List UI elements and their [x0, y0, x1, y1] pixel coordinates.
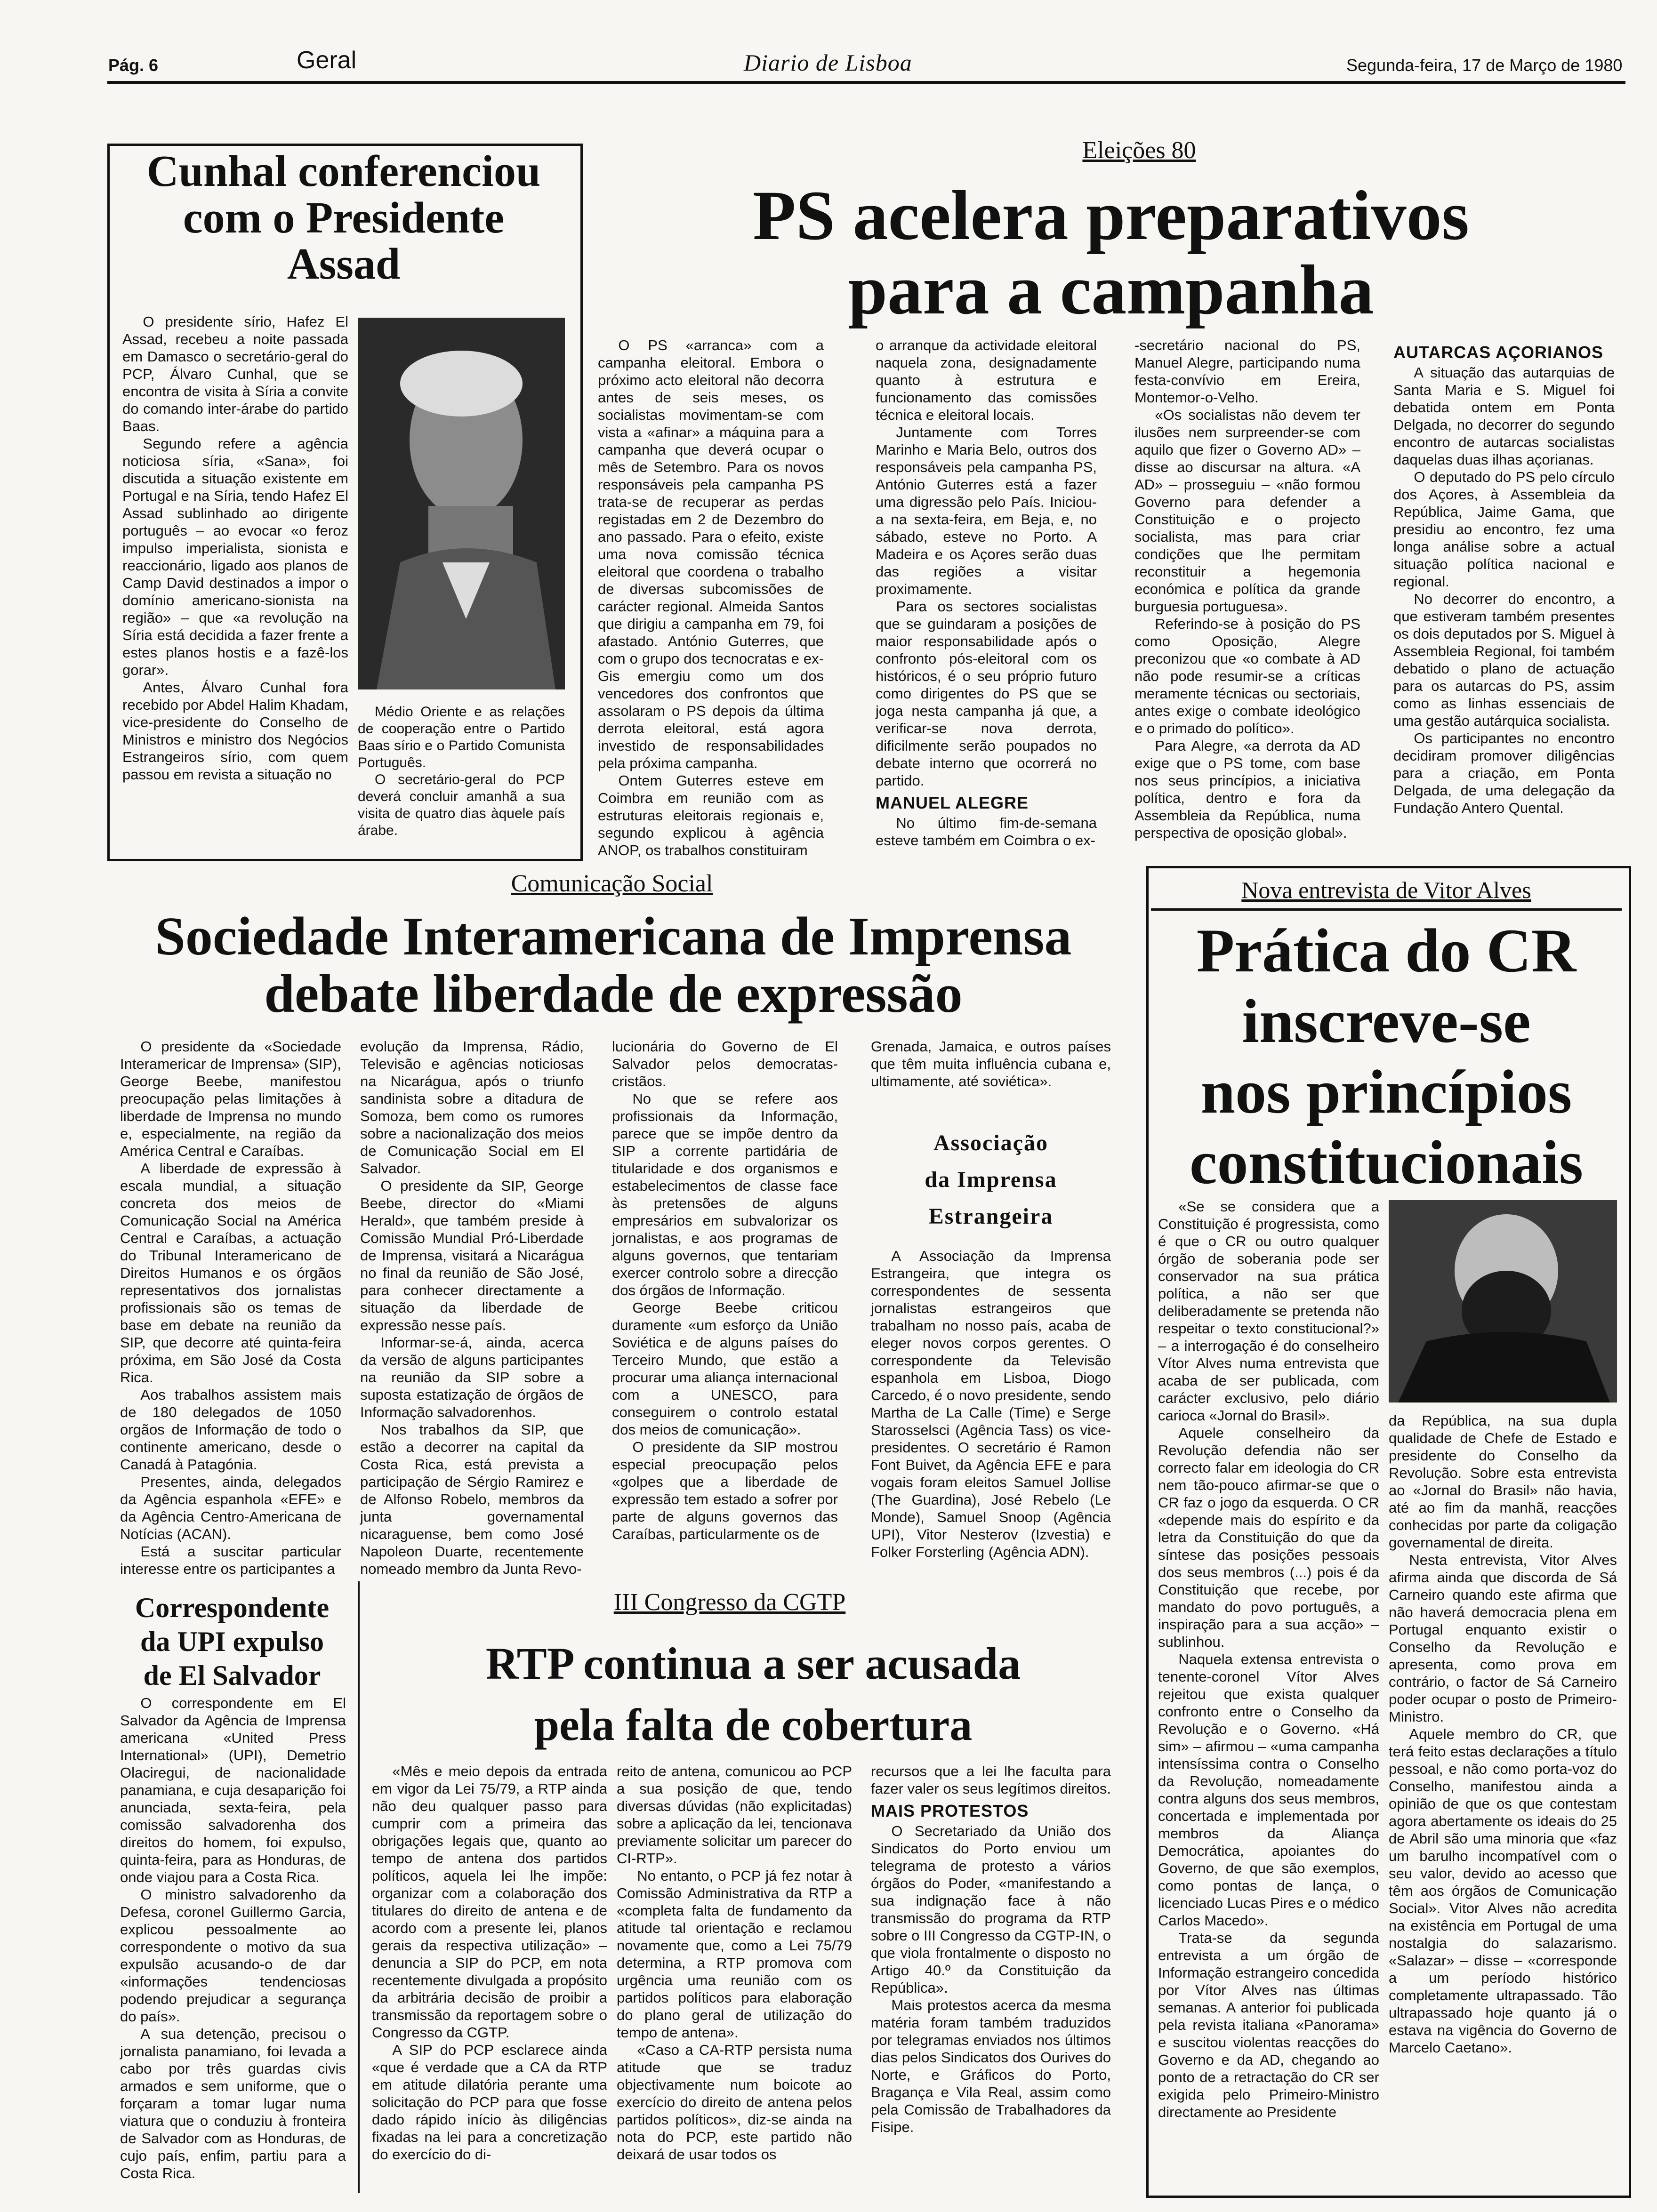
alves-photo: [1389, 1200, 1617, 1403]
alves-kicker: Nova entrevista de Vitor Alves: [1241, 877, 1531, 903]
rtp-subhead-protestos: MAIS PROTESTOS: [871, 1801, 1029, 1820]
alves-kicker-rule: [1151, 908, 1622, 911]
sip-headline: Sociedade Interamericana de Imprensa debate liberdade de expressão: [155, 906, 1072, 1024]
cunhal-headline: Cunhal conferenciou com o Presidente Assad: [146, 147, 541, 289]
ps-subhead-alegre: MANUEL ALEGRE: [876, 793, 1029, 812]
rtp-headline: RTP continua a ser acusada pela falta de cobertura: [485, 1638, 1021, 1750]
ps-kicker: Eleições 80: [1082, 137, 1196, 164]
assoc-body: A Associação da Imprensa Estrangeira, que integra os correspondentes de sessenta jornalistas estrangeiros que trabalham no nosso país, acaba de eleger novos corpos gerentes. O correspondente da Televisão espanhola em Lisboa, Diogo Carcedo, é o novo presidente, sendo Martha de La Calle (Time) e Serge Starosselsci (Agência Tass) os vice-presidentes. O secretário é Ramon Font Buivet, da Agência EFE e para vogais foram eleitos Samuel Jollise (The Guardina), José Rebelo (Le Monde), Samuel Snoop (Agência UPI), Vitor Nesterov (Izvestia) e Folker Forsterling (Agência ADN).: [871, 1248, 1111, 1560]
cunhal-caption: Médio Oriente e as relações de cooperação entre o Partido Baas sírio e o Partido Comunista Português. O secretário-geral do PCP deverá concluir amanhã a sua visita de quatro dias àquele país árabe.: [358, 704, 565, 838]
ps-subhead-acores: AUTARCAS AÇORIANOS: [1393, 343, 1603, 362]
rtp-kicker: III Congresso da CGTP: [613, 1589, 846, 1616]
sip-column-3: lucionária do Governo de El Salvador pelos democratas-cristãos. No que se refere aos profissionais da Informação, parece que se impõe dentro da SIP a corrente partidária de titularidade e dos organismos e estabelecimentos de classe face às pretensões de alguns empresários em subvalorizar os jornalistas, e aos programas de alguns governos, que tentariam exercer controlo sobre a direcção dos órgãos de Informação. George Beebe criticou duramente «um esforço da União Soviética e de alguns países do Terceiro Mundo, que estão a procurar uma aliança internacional com a UNESCO, para conseguirem o controlo estatal dos meios de comunicação». O presidente da SIP mostrou especial preocupação pelos «golpes que a liberdade de expressão tem estado a sofrer por parte de alguns governos das Caraíbas, particularmente os de: [612, 1038, 838, 1542]
upi-right-rule: [358, 1581, 360, 2193]
sip-column-1: O presidente da «Sociedade Interamericar de Imprensa» (SIP), George Beebe, manifestou preocupação pelas limitações à liberdade de Imprensa no mundo e, especialmente, na região da América Central e Caraíbas. A liberdade de expressão à escala mundial, a situação concreta dos meios de Comunicação Social na América Central e Caraíbas, a actuação do Tribunal Interamericano de Direitos Humanos e os órgãos representativos dos jornalistas profissionais são os temas de base em debate na reunião da SIP, que decorre até quinta-feira próxima, em São José da Costa Rica. Aos trabalhos assistem mais de 180 delegados de 1050 orgãos de Informação de todo o continente americano, desde o Canadá à Patagónia. Presentes, ainda, delegados da Agência espanhola «EFE» e da Agência Centro-Americana de Notícias (ACAN). Está a suscitar particular interesse entre os participantes a: [120, 1038, 341, 1577]
alves-column-2: da República, na sua dupla qualidade de Chefe de Estado e presidente do Conselho da Revolução. Sobre esta entrevista ao «Jornal do Brasil» não havia, até ao fim da manhã, reacções conhecidas por parte da coligação governamental de direita. Nesta entrevista, Vitor Alves afirma ainda que discorda de Sá Carneiro quando este afirma que não haverá democracia plena em Portugal enquanto existir o Conselho da Revolução e apresenta, como prova em contrário, o factor de Sá Carneiro poder ocupar o posto de Primeiro-Ministro. Aquele membro do CR, que terá feito estas declarações a título pessoal, e não como porta-voz do Conselho, manifestou ainda a opinião de que os que contestam agora abertamente os ideais do 25 de Abril são uma minoria que «faz um barulho incompatível com o seu valor, devido ao acesso que têm aos órgãos de Comunicação Social». Vitor Alves não acredita na existência em Portugal de uma nostalgia do salazarismo. «Salazar» – disse – «corresponde a um período histórico completamente ultrapassado. Tão ultrapassado hoje quanto já o estava na vigência do Governo de Marcelo Caetano».: [1389, 1412, 1617, 2056]
upi-body: O correspondente em El Salvador da Agência de Imprensa americana «United Press International» (UPI), Demetrio Olaciregui, de nacionalidade panamiana, e cuja desaparição foi anunciada, sexta-feira, pela comissão salvadorenha dos direitos do homem, foi expulso, quinta-feira, para as Honduras, de onde viajou para a Costa Rica. O ministro salvadorenho da Defesa, coronel Guillermo Garcia, explicou pessoalmente ao correspondente o motivo da sua expulsão acusando-o de dar «informações tendenciosas podendo prejudicar a segurança do país». A sua detenção, precisou o jornalista panamiano, foi levada a cabo por três guardas civis armados e sem uniforme, que o forçaram a tomar lugar numa viatura que o conduziu à fronteira de Salvador com as Honduras, de cujo país, enfim, partiu para a Costa Rica.: [120, 1695, 346, 2181]
issue-date: Segunda-feira, 17 de Março de 1980: [1346, 56, 1623, 75]
ps-headline: PS acelera preparativos para a campanha: [753, 176, 1469, 329]
alves-headline: Prática do CR inscreve-se nos princípios constitucionais: [1189, 916, 1584, 1197]
assoc-subheadline: Associação da Imprensa Estrangeira: [925, 1130, 1057, 1229]
cunhal-photo: [358, 318, 565, 689]
ps-column-1: O PS «arranca» com a campanha eleitoral. Embora o próximo acto eleitoral não decorra antes de seis meses, os socialistas movimentam-se com vista a «afinar» a máquina para a campanha que deverá ocupar o mês de Setembro. Para os novos responsáveis pela campanha PS trata-se de recuperar as perdas registadas em 2 de Dezembro do ano passado. Para o efeito, existe uma nova comissão técnica eleitoral que coordena o trabalho de diversas subcomissões de carácter regional. Almeida Santos que dirigiu a campanha em 79, foi afastado. António Guterres, que com o grupo dos tecnocratas e ex-Gis emergiu como um dos vencedores dos confrontos que assolaram o PS depois da última derrota eleitoral, está agora investido de responsabilidades pela próxima campanha. Ontem Guterres esteve em Coimbra em reunião com as estruturas eleitorais regionais e, segundo explicou à agência ANOP, os trabalhos constituiram: [598, 337, 824, 858]
alves-column-1: «Se se considera que a Constituição é progressista, como é que o CR ou outro qualquer órgão de soberania pode ser conservador na sua prática política, a não ser que deliberadamente se pretenda não respeitar o texto constitucional?» – a interrogação é do conselheiro Vítor Alves numa entrevista que acaba de ser publicada, com carácter exclusivo, pelo diário carioca «Jornal do Brasil». Aquele conselheiro da Revolução defendia não ser correcto falar em ideologia do CR nem tão-pouco afirmar-se que o CR faz o jogo da esquerda. O CR «depende mais do espírito e da letra da Constituição do que da síntese das posições pessoais dos seus membros (...) pois é da Constituição que recebe, por mandato do povo português, a inspiração para a sua acção» – sublinhou. Naquela extensa entrevista o tenente-coronel Vítor Alves rejeitou que exista qualquer confronto entre o Conselho da Revolução e o Governo. «Há sim» – afirmou – «uma campanha intensíssima contra o Conselho da Revolução, nomeadamente contra alguns dos seus membros, concertada e implementada por membros da Aliança Democrática, apoiantes do Governo, de que são exemplos, como pontas de lança, o licenciado Lucas Pires e o médico Carlos Macedo». Trata-se da segunda entrevista a um órgão de Informação estrangeiro concedida por Vítor Alves nas últimas semanas. A anterior foi publicada pela revista italiana «Panorama» e suscitou violentas reacções do Governo e da AD, chegando ao ponto de a retractação do CR ser exigida pelo Primeiro-Ministro directamente ao Presidente: [1158, 1198, 1379, 2120]
rtp-column-3: recursos que a lei lhe faculta para fazer valer os seus legítimos direitos. MAIS PROTESTOS O Secretariado da União dos Sindicatos do Porto enviou um telegrama de protesto a vários órgãos do Poder, «manifestando a sua indignação face à não transmissão do programa da RTP sobre o III Congresso da CGTP-IN, o que viola frontalmente o disposto no Artigo 40.º da Constituição da República». Mais protestos acerca da mesma matéria foram também traduzidos por telegramas enviados nos últimos dias pelos Sindicatos dos Ourives do Norte, e Gráficos do Porto, Bragança e Vila Real, assim como pela Comissão de Trabalhadores da Fisipe.: [871, 1763, 1111, 2135]
cunhal-body: O presidente sírio, Hafez El Assad, recebeu a noite passada em Damasco o secretário-geral do PCP, Álvaro Cunhal, que se encontra de visita à Síria a convite do comando inter-árabe do partido Baas. Segundo refere a agência noticiosa síria, «Sana», foi discutida a situação existente em Portugal e na Síria, tendo Hafez El Assad sublinhado ao dirigente português – ao evocar «o feroz impulso imperialista, sionista e reaccionário, ligado aos planos de Camp David destinados a impor o domínio americano-sionista na região» – que «a revolução na Síria está decidida a fazer frente a estes planos hostis e a fazê-los gorar». Antes, Álvaro Cunhal fora recebido por Abdel Halim Khadam, vice-presidente do Conselho de Ministros e ministro dos Negócios Estrangeiros sírio, com quem passou em revista a situação no: [122, 313, 348, 783]
newspaper-masthead: Diario de Lisboa: [744, 49, 912, 76]
sip-kicker: Comunicação Social: [511, 870, 713, 897]
ps-column-2: o arranque da actividade eleitoral naquela zona, designadamente quanto à estrutura e funcionamento das comissões técnica e eleitoral locais. Juntamente com Torres Marinho e Maria Belo, outros dos responsáveis pela campanha PS, António Guterres está a fazer uma digressão pelo País. Iniciou-a na sexta-feira, em Beja, e, no sábado, esteve no Porto. A Madeira e os Açores serão duas das regiões a visitar proximamente. Para os sectores socialistas que se guindaram a posições de maior responsabilidade após o confronto pós-eleitoral com os históricos, é o seu próprio futuro como dirigentes do PS que se joga nesta campanha já que, a verificar-se nova derrota, dificilmente serão poupados no debate interno que ocorrerá no partido. MANUEL ALEGRE No último fim-de-semana esteve também em Coimbra o ex-: [876, 337, 1097, 849]
section-name: Geral: [297, 47, 357, 74]
rtp-column-2: reito de antena, comunicou ao PCP a sua posição de que, tendo diversas dúvidas (não explicitadas) sobre a aplicação da lei, tencionava previamente solicitar um parecer do CI-RTP». No entanto, o PCP já fez notar à Comissão Administrativa da RTP a «completa falta de fundamento da atitude tal orientação e reclamou novamente que, como a Lei 75/79 determina, a RTP promova com urgência uma reunião com os partidos políticos para elaboração do plano geral de utilização do tempo de antena». «Caso a CA-RTP persista numa atitude que se traduz objectivamente num boicote ao exercício do direito de antena pelos partidos políticos», diz-se ainda na nota do PCP, este partido não deixará de usar todos os: [617, 1763, 852, 2163]
page-number: Pág. 6: [108, 56, 159, 75]
ps-column-3: -secretário nacional do PS, Manuel Alegre, participando numa festa-convívio em Ereira, Montemor-o-Velho. «Os socialistas não devem ter ilusões nem surpreender-se com aquilo que fizer o Governo AD» – disse ao discursar na altura. «A AD» – prosseguiu – «não formou Governo para defender a Constituição e o projecto socialista, mas para criar condições que lhe permitam reconstituir a hegemonia económica e política da grande burguesia portuguesa». Referindo-se à posição do PS como Oposição, Alegre preconizou que «o combate à AD não pode resumir-se a críticas meramente técnicas ou sectoriais, antes exige o combate ideológico e o primado do político». Para Alegre, «a derrota da AD exige que o PS tome, com base nos seus princípios, a iniciativa política, dentro e fora da Assembleia da República, numa perspectiva de oposição global».: [1134, 337, 1360, 841]
ps-column-4: AUTARCAS AÇORIANOS A situação das autarquias de Santa Maria e S. Miguel foi debatida ontem em Ponta Delgada, no decorrer do segundo encontro de autarcas socialistas daquelas duas ilhas açorianas. O deputado do PS pelo círculo dos Açores, à Assembleia da República, Jaime Gama, que presidiu ao encontro, fez uma longa análise sobre a actual situação política nacional e regional. No decorrer do encontro, a que estiveram também presentes os dois deputados por S. Miguel à Assembleia Regional, foi também debatido o plano de actuação para os autarcas do PS, assim como as linhas essenciais de uma gestão autárquica socialista. Os participantes no encontro decidiram promover diligências para a criação, em Ponta Delgada, de uma delegação da Fundação Antero Quental.: [1393, 343, 1615, 816]
sip-column-4-top: Grenada, Jamaica, e outros países que têm muita influência cubana e, ultimamente, até soviética».: [871, 1038, 1111, 1090]
rtp-column-1: «Mês e meio depois da entrada em vigor da Lei 75/79, a RTP ainda não deu qualquer passo para cumprir com a primeira das obrigações legais que, quanto ao tempo de antena dos partidos políticos, aquela lei lhe impõe: organizar com a colaboração dos titulares do direito de antena e de acordo com a presente lei, planos gerais da respectiva utilização» – denuncia a SIP do PCP, em nota recentemente divulgada a propósito da arbitrária decisão de proibir a transmissão da reportagem sobre o Congresso da CGTP. A SIP do PCP esclarece ainda «que é verdade que a CA da RTP em atitude dilatória perante uma solicitação do PCP para que fosse dado rápido início às diligências fixadas na lei para a concretização do exercício do di-: [372, 1763, 607, 2163]
sip-column-2: evolução da Imprensa, Rádio, Televisão e agências noticiosas na Nicarágua, após o triunfo sandinista sobre a ditadura de Somoza, bem como os rumores sobre a nacionalização dos meios de Comunicação Social em El Salvador. O presidente da SIP, George Beebe, director do «Miami Herald», que também preside à Comissão Mundial Pró-Liberdade de Imprensa, visitará a Nicarágua no final da reunião de São José, para conhecer directamente a situação da liberdade de expressão nesse país. Informar-se-á, ainda, acerca da versão de alguns participantes na reunião da SIP sobre a suposta estatização de órgãos de Informação salvadorenhos. Nos trabalhos da SIP, que estão a decorrer na capital da Costa Rica, está prevista a participação de Sérgio Ramirez e de Alfonso Robelo, membros da junta governamental nicaraguense, bem como José Napoleon Duarte, recentemente nomeado membro da Junta Revo-: [360, 1038, 584, 1577]
masthead-rule: [107, 81, 1625, 84]
upi-headline: Correspondente da UPI expulso de El Salvador: [135, 1592, 330, 1691]
